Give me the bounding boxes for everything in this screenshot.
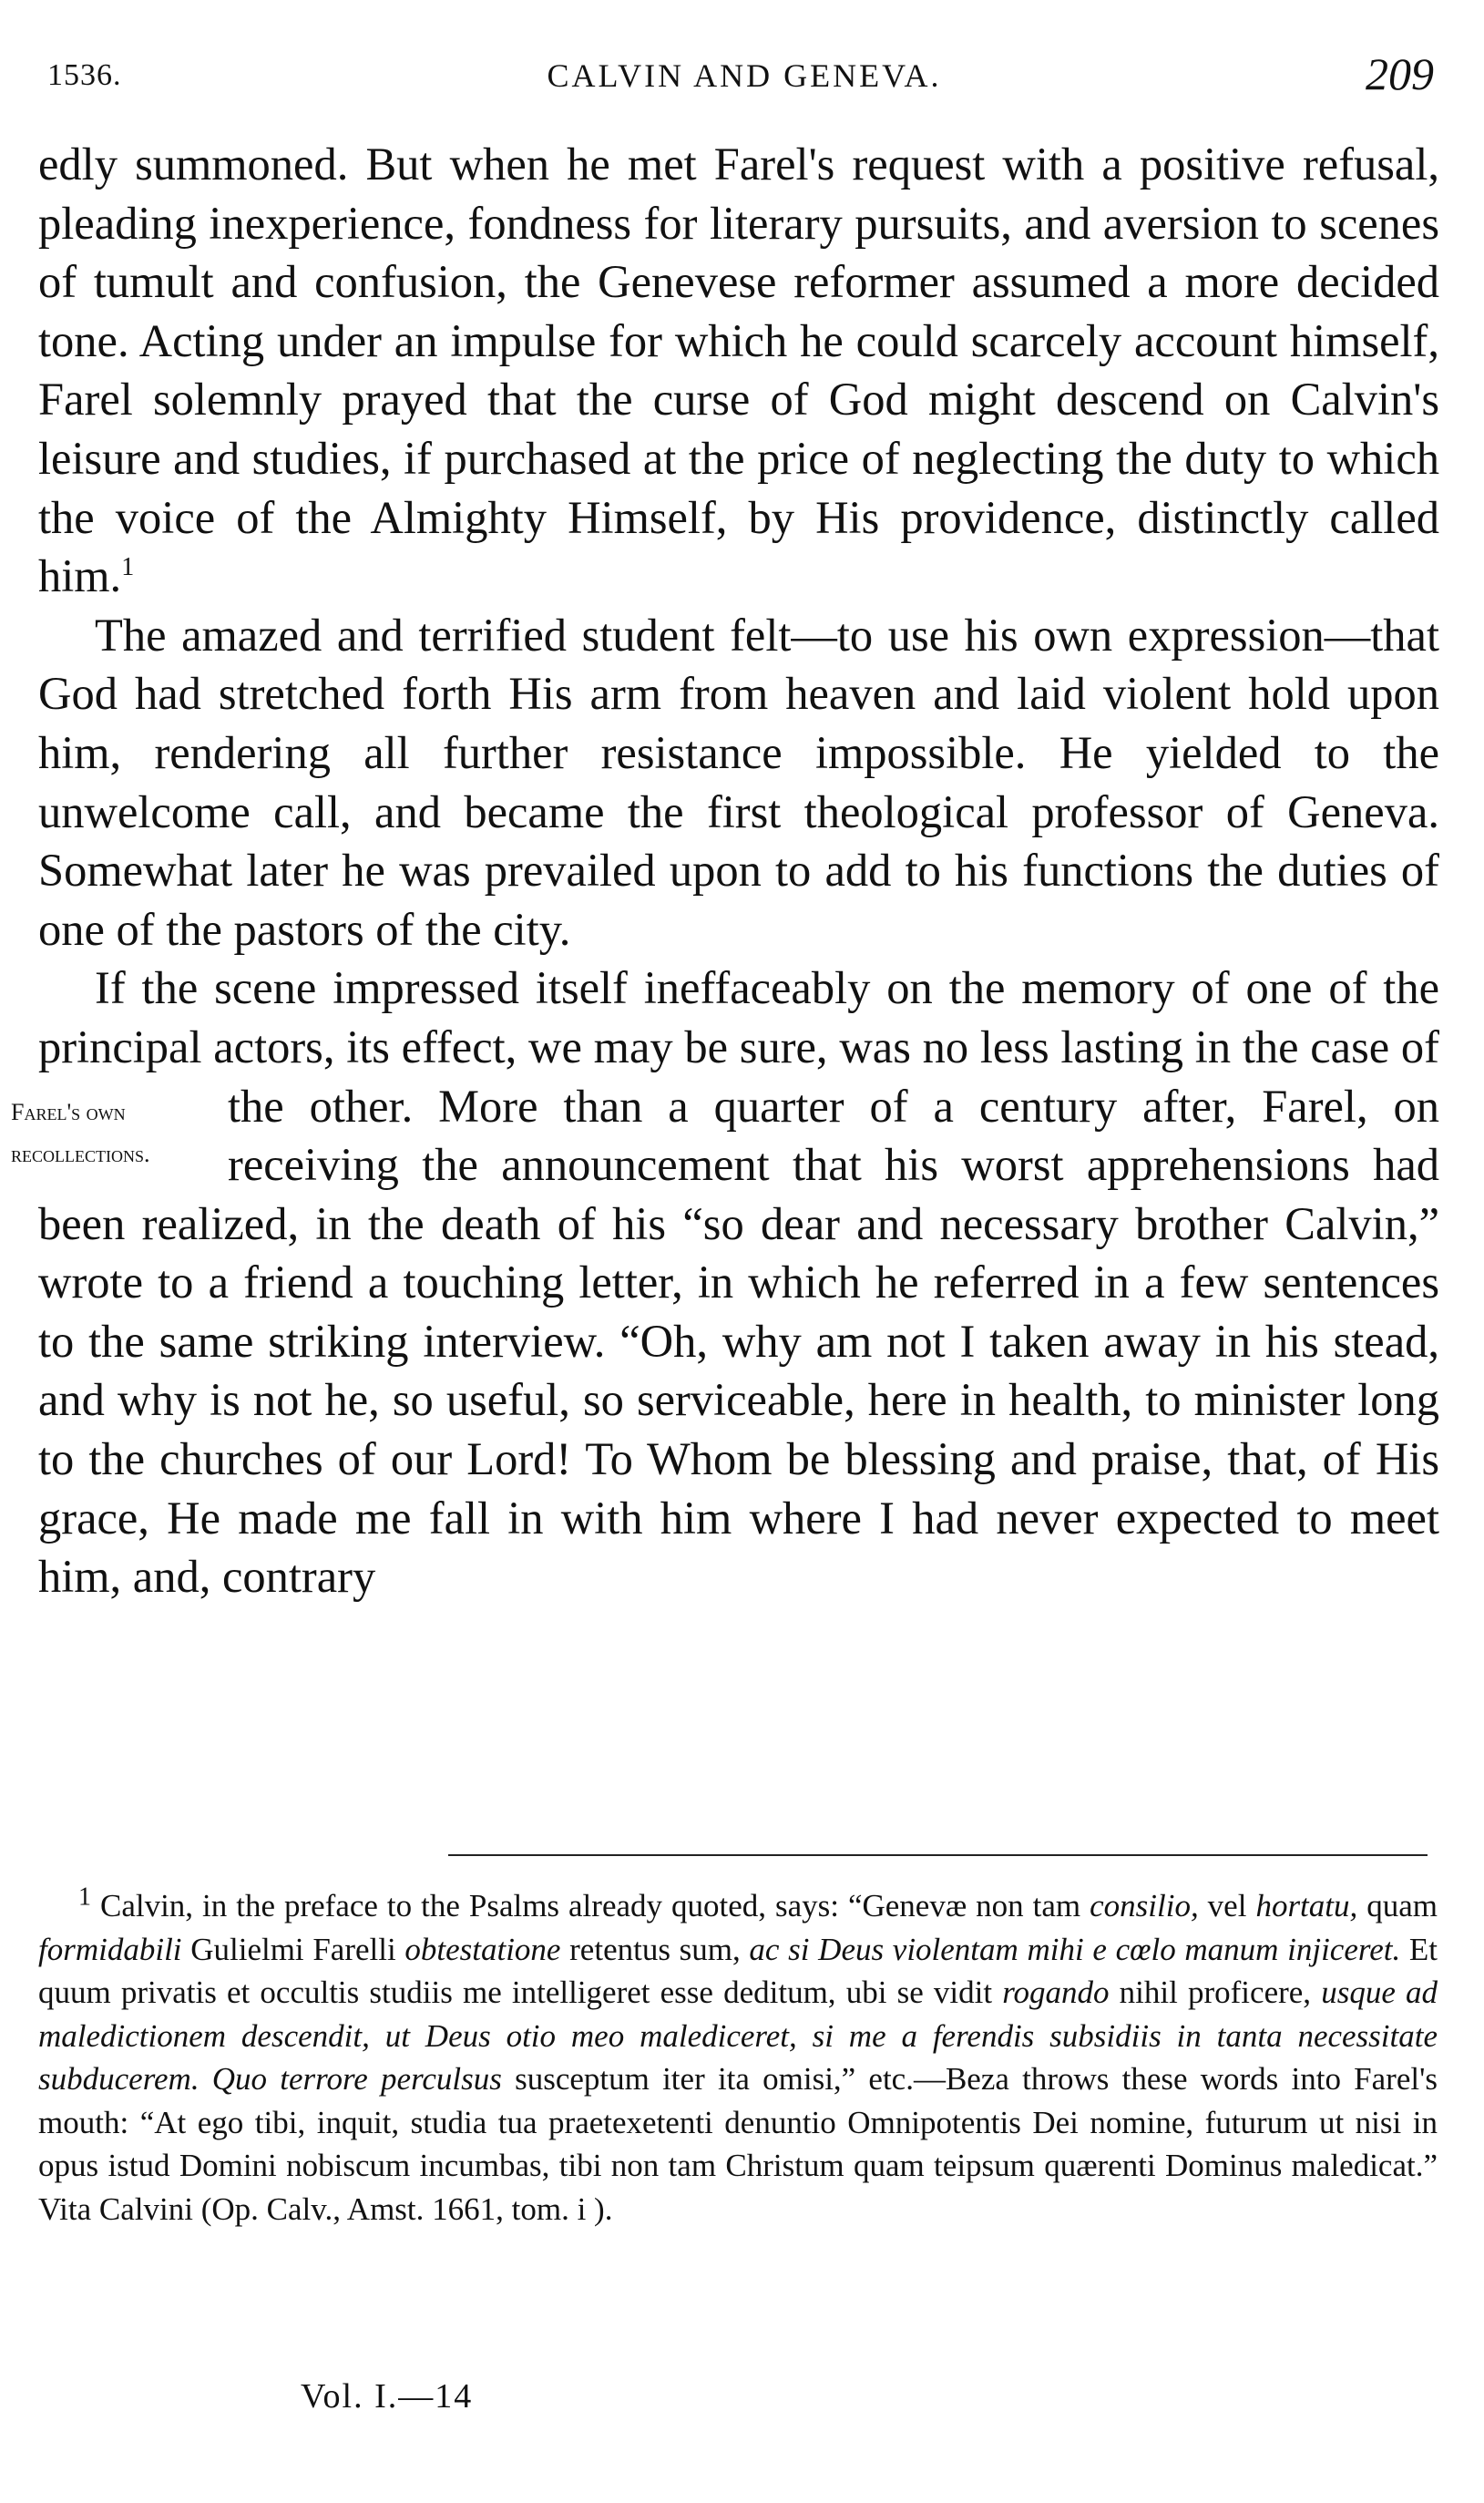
running-head	[47, 47, 1441, 102]
paragraph-3	[11, 959, 1439, 1606]
page-number: 209	[1366, 48, 1434, 99]
marginal-note-line-1: Farel's own	[11, 1098, 126, 1125]
footnote-italic: consilio,	[1090, 1888, 1199, 1923]
paragraph-3-text-start: If the scene impressed itself ineffaceably on the memory of one of the principal actors, its effect, we may be sure, was no less lasting in the case of the other. More than a quarter of a	[38, 962, 1439, 1132]
footnote-segment: Gulielmi Farelli	[181, 1931, 405, 1967]
header-year: 1536.	[47, 58, 122, 92]
signature-mark: Vol. I.—14	[301, 2377, 474, 2416]
footnote-reference: 1	[121, 553, 135, 582]
footnote-mark: 1	[78, 1882, 91, 1912]
paragraph-3-text-end: century after, Farel, on receiving the announcement that his worst apprehensions had been realized, in the death of his “so dear and necessary brother Calvin,” wrote to a friend a touching letter, in which he referred in a few sentences to the same striking interview. “Oh, why am not I taken away in his stead, and why is not he, so useful, so serviceable, here in health, to minister long to the churches of our Lord! To Whom be blessing and praise, that, of His grace, He made me fall in with him where I had never expected to meet him, and, contrary	[38, 1080, 1439, 1603]
footnote-italic: formidabili	[38, 1931, 182, 1967]
footnote-segment: quam	[1357, 1888, 1438, 1923]
footnote-segment: retentus sum,	[560, 1931, 750, 1967]
footnote-italic: hortatu,	[1255, 1888, 1358, 1923]
footnote-segment: nihil proficere,	[1109, 1975, 1322, 2010]
paragraph-2: The amazed and terrified student felt—to use his own expression—that God had stretched forth His arm from heaven and laid violent hold upon him, rendering all further resistance impossible. He yielded to the unwelcome call, and became the first theological professor of Geneva. Somewhat later he was prevailed upon to add to his functions the duties of one of the pastors of the city.	[38, 609, 1439, 955]
footnote-segment: Et quum privatis et occultis studiis me intelligeret esse deditum, ubi se vidit	[38, 1931, 1438, 2010]
footnote-rule	[448, 1854, 1428, 1856]
footnote-segment: vel	[1198, 1888, 1256, 1923]
footnote-italic: usque ad maledictionem descendit, ut Deus otio meo malediceret, si me a ferendis subsidiis in tanta necessitate subducerem. Quo terrore perculsus	[38, 1975, 1438, 2097]
paragraph-1	[38, 135, 1439, 606]
footnote-italic: obtestatione	[404, 1931, 561, 1967]
footnote	[38, 1884, 1438, 2231]
paragraph-1-text: edly summoned. But when he met Farel's request with a positive refusal, pleading inexperience, fondness for literary pursuits, and aversion to scenes of tumult and confusion, the Genevese reformer assumed a more decided tone. Acting under an impulse for which he could scarcely account himself, Farel solemnly prayed that the curse of God might descend on Calvin's leisure and studies, if purchased at the price of neglecting the duty to which the voice of the Almighty Himself, by His providence, distinctly called him.	[38, 138, 1439, 602]
marginal-note-line-2: recollections.	[11, 1140, 150, 1167]
footnote-italic: rogando	[1002, 1975, 1110, 2010]
footnote-segment: Calvin, in the preface to the Psalms already quoted, says: “Genevæ non tam	[91, 1888, 1090, 1923]
marginal-note	[11, 1092, 219, 1175]
body-text	[11, 135, 1439, 1606]
footnote-italic: ac si Deus violentam mihi e cœlo manum injiceret.	[749, 1931, 1401, 1967]
header-title: CALVIN AND GENEVA.	[547, 57, 942, 94]
footnote-segment: susceptum iter ita omisi,” etc.—Beza throws these words into Farel's mouth: “At ego tibi, inquit, studia tua praetexetenti denuntio Omnipotentis Dei nomine, futurum ut nisi in opus istud Domini nobiscum incumbas, tibi non tam Christum quam teipsum quærenti Dominus maledicat.” Vita Calvini (Op. Calv., Amst. 1661, tom. i ).	[38, 2061, 1438, 2227]
footnote-text	[38, 1884, 1438, 2231]
